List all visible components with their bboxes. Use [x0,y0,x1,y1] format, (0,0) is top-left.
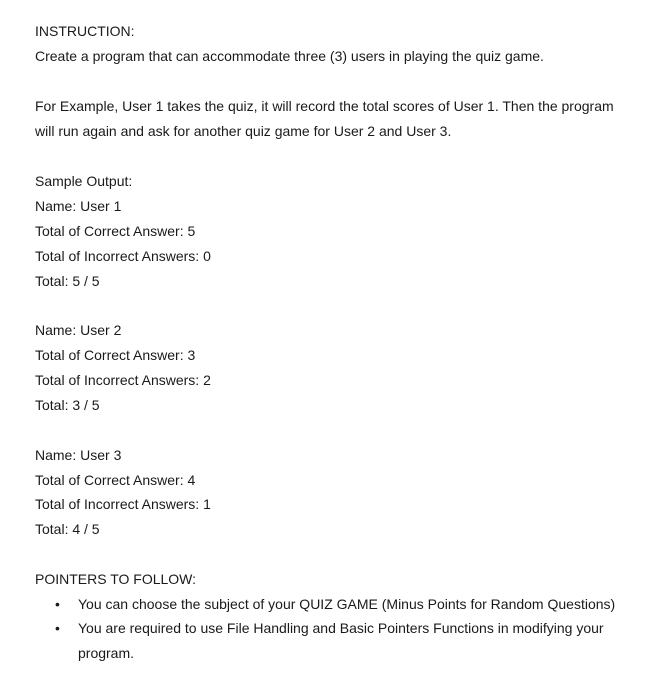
user-1-incorrect: Total of Incorrect Answers: 0 [35,248,211,264]
pointer-item-2: You are required to use File Handling and Basic Pointers Functions in modifying your [78,620,604,636]
user-1-name: Name: User 1 [35,198,122,214]
instruction-line: Create a program that can accommodate three (3) users in playing the quiz game. [35,48,544,64]
user-2-correct: Total of Correct Answer: 3 [35,347,196,363]
pointer-item-2-continuation: program. [78,645,135,661]
user-2-name: Name: User 2 [35,322,122,338]
example-line-2: will run again and ask for another quiz game for User 2 and User 3. [35,123,452,139]
sample-output-label: Sample Output: [35,173,133,189]
user-3-incorrect: Total of Incorrect Answers: 1 [35,496,211,512]
user-1-correct: Total of Correct Answer: 5 [35,223,196,239]
example-line-1: For Example, User 1 takes the quiz, it will record the total scores of User 1. Then the program [35,98,614,114]
user-1-total: Total: 5 / 5 [35,273,100,289]
user-3-total: Total: 4 / 5 [35,521,100,537]
instruction-heading: INSTRUCTION: [35,23,135,39]
user-2-total: Total: 3 / 5 [35,397,100,413]
user-3-correct: Total of Correct Answer: 4 [35,472,196,488]
bullet-1: • [55,596,60,612]
pointers-heading: POINTERS TO FOLLOW: [35,571,197,587]
bullet-2: • [55,620,60,636]
user-3-name: Name: User 3 [35,447,122,463]
user-2-incorrect: Total of Incorrect Answers: 2 [35,372,211,388]
pointer-item-1: You can choose the subject of your QUIZ GAME (Minus Points for Random Questions) [78,596,616,612]
